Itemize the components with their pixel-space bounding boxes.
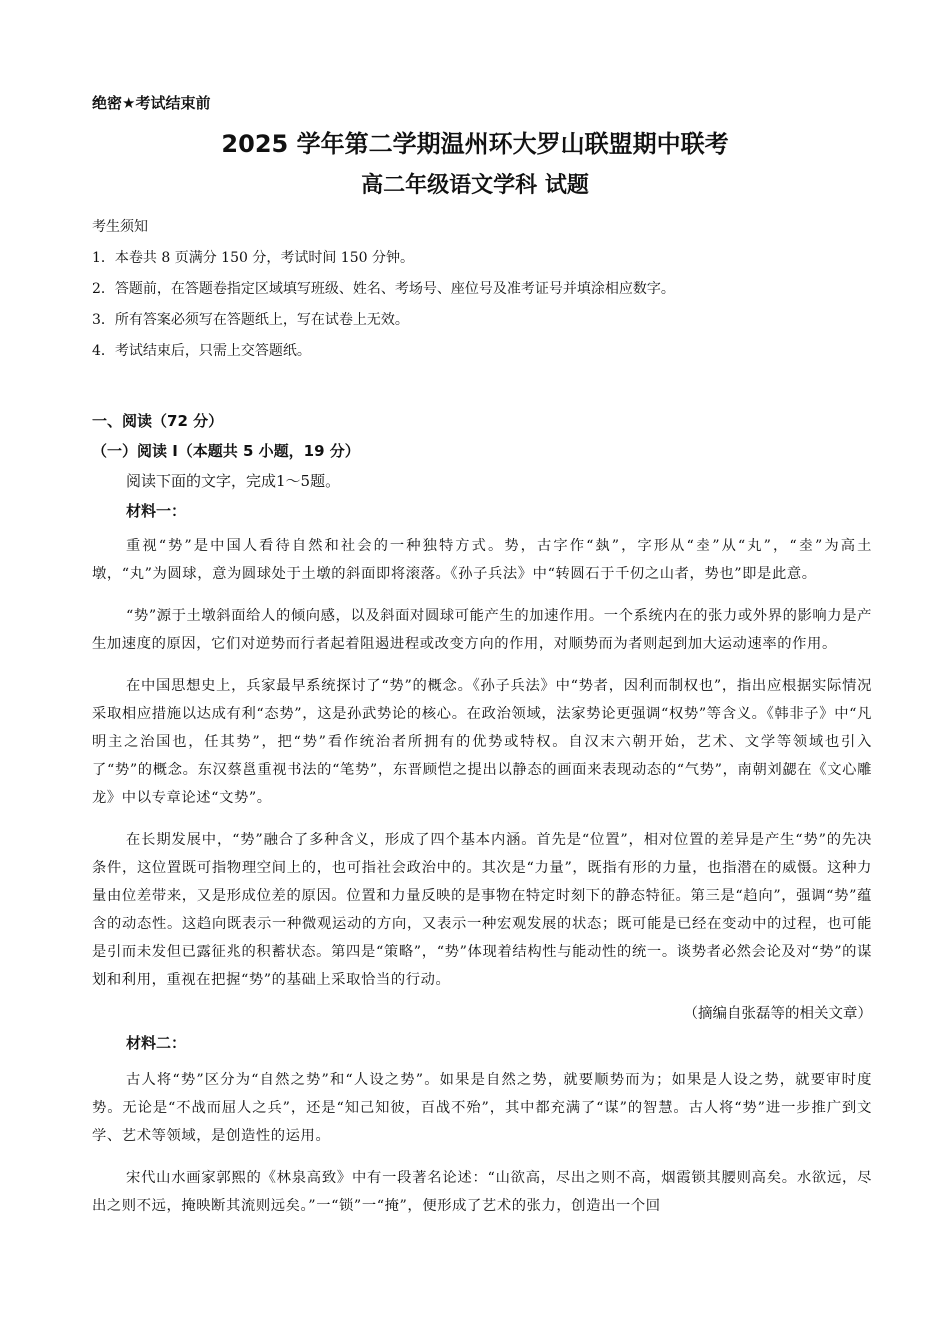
- material1-label: 材料一：: [126, 502, 187, 520]
- notice-item: 4．考试结束后，只需上交答题纸。: [92, 343, 311, 359]
- exam-notice: [92, 216, 872, 371]
- exam-title: 2025 学年第二学期温州环大罗山联盟期中联考: [221, 130, 729, 158]
- notice-item: 3．所有答案必须写在答题纸上，写在试卷上无效。: [92, 312, 409, 328]
- material1-paragraph: 在中国思想史上，兵家最早系统探讨了“势”的概念。《孙子兵法》中“势者，因利而制权也”，指出应根据实际情况采取相应措施以达成有利“态势”，这是孙武势论的核心。在政治领域，法家势论更强调“权势”等含义。《韩非子》中“凡明主之治国也，任其势”，把“势”看作统治者所拥有的优势或特权。自汉末六朝开始，艺术、文学等领域也引入了“势”的概念。东汉蔡邕重视书法的“笔势”，东晋顾恺之提出以静态的画面来表现动态的“气势”，南朝刘勰在《文心雕龙》中以专章论述“文势”。: [92, 678, 872, 806]
- material2-paragraph: 宋代山水画家郭熙的《林泉高致》中有一段著名论述：“山欲高，尽出之则不高，烟霞锁其腰则高矣。水欲远，尽出之则不远，掩映断其流则远矣。”一“锁”一“掩”，便形成了艺术的张力，创造出一个回: [92, 1170, 872, 1214]
- exam-subtitle: 高二年级语文学科 试题: [361, 173, 589, 198]
- part-title: （一）阅读 Ⅰ（本题共 5 小题，19 分）: [92, 442, 360, 460]
- section-reading: [92, 410, 872, 1220]
- material1-paragraph: 重视“势”是中国人看待自然和社会的一种独特方式。势，古字作“埶”，字形从“坴”从“丸”，“坴”为高土墩，“丸”为圆球，意为圆球处于土墩的斜面即将滚落。《孙子兵法》中“转圆石于千仞之山者，势也”即是此意。: [92, 538, 872, 582]
- notice-item: 2．答题前，在答题卷指定区域填写班级、姓名、考场号、座位号及准考证号并填涂相应数字。: [92, 281, 675, 297]
- material1-paragraph: “势”源于土墩斜面给人的倾向感，以及斜面对圆球可能产生的加速作用。一个系统内在的张力或外界的影响力是产生加速度的原因，它们对逆势而行者起着阻遏进程或改变方向的作用，对顺势而为者则起到加大运动速率的作用。: [92, 608, 872, 652]
- section-title: 一、阅读（72 分）: [92, 412, 224, 430]
- notice-heading: 考生须知: [92, 219, 148, 235]
- reading-instruction: 阅读下面的文字，完成1～5题。: [126, 472, 341, 490]
- notice-item: 1．本卷共 8 页满分 150 分，考试时间 150 分钟。: [92, 250, 414, 266]
- material1-source: （摘编自张磊等的相关文章）: [683, 1006, 872, 1022]
- material2-paragraph: 古人将“势”区分为“自然之势”和“人设之势”。如果是自然之势，就要顺势而为；如果是人设之势，就要审时度势。无论是“不战而屈人之兵”，还是“知己知彼，百战不殆”，其中都充满了“谋”的智慧。古人将“势”进一步推广到文学、艺术等领域，是创造性的运用。: [92, 1072, 872, 1144]
- material2-label: 材料二：: [126, 1034, 187, 1052]
- confidential-label: 绝密★考试结束前: [92, 94, 211, 112]
- material1-paragraph: 在长期发展中，“势”融合了多种含义，形成了四个基本内涵。首先是“位置”，相对位置的差异是产生“势”的先决条件，这位置既可指物理空间上的，也可指社会政治中的。其次是“力量”，既指有形的力量，也指潜在的威慑。这种力量由位差带来，又是形成位差的原因。位置和力量反映的是事物在特定时刻下的静态特征。第三是“趋向”，强调“势”蕴含的动态性。这趋向既表示一种微观运动的方向，又表示一种宏观发展的状态；既可能是已经在变动中的过程，也可能是引而未发但已露征兆的积蓄状态。第四是“策略”，“势”体现着结构性与能动性的统一。谈势者必然会论及对“势”的谋划和利用，重视在把握“势”的基础上采取恰当的行动。: [92, 832, 872, 988]
